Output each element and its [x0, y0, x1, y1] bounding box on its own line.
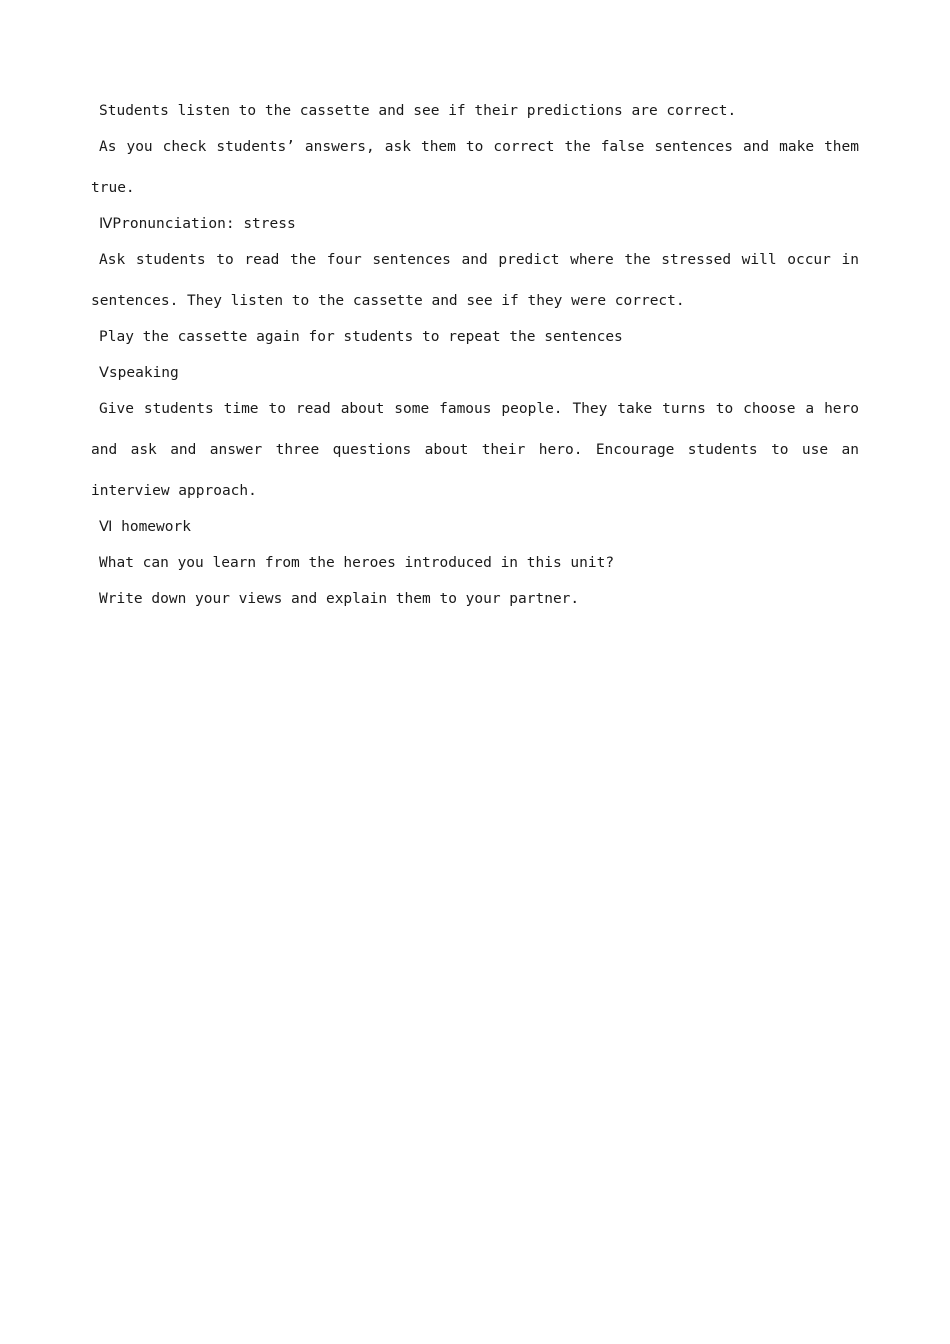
paragraph-listen-cassette: Students listen to the cassette and see if their predictions are correct. [99, 103, 737, 119]
section-heading-homework: Ⅵ homework [99, 519, 191, 535]
paragraph-play-cassette: Play the cassette again for students to repeat the sentences [99, 329, 623, 345]
paragraph-learn-heroes: What can you learn from the heroes introduced in this unit? [99, 555, 615, 571]
paragraph-write-views: Write down your views and explain them to your partner. [99, 591, 580, 607]
section-heading-speaking: Ⅴspeaking [99, 365, 179, 381]
document-body [91, 100, 859, 624]
paragraph-famous-people: Give students time to read about some famous people. They take turns to choose a hero and ask and answer three questions about their hero. Encourage students to use an interview approach. [91, 401, 859, 499]
section-heading-pronunciation: ⅣPronunciation: stress [99, 216, 296, 232]
paragraph-predict-stress: Ask students to read the four sentences and predict where the stressed will occur in sentences. They listen to the cassette and see if they were correct. [91, 252, 859, 309]
paragraph-check-answers: As you check students’ answers, ask them to correct the false sentences and make them true. [91, 139, 859, 196]
